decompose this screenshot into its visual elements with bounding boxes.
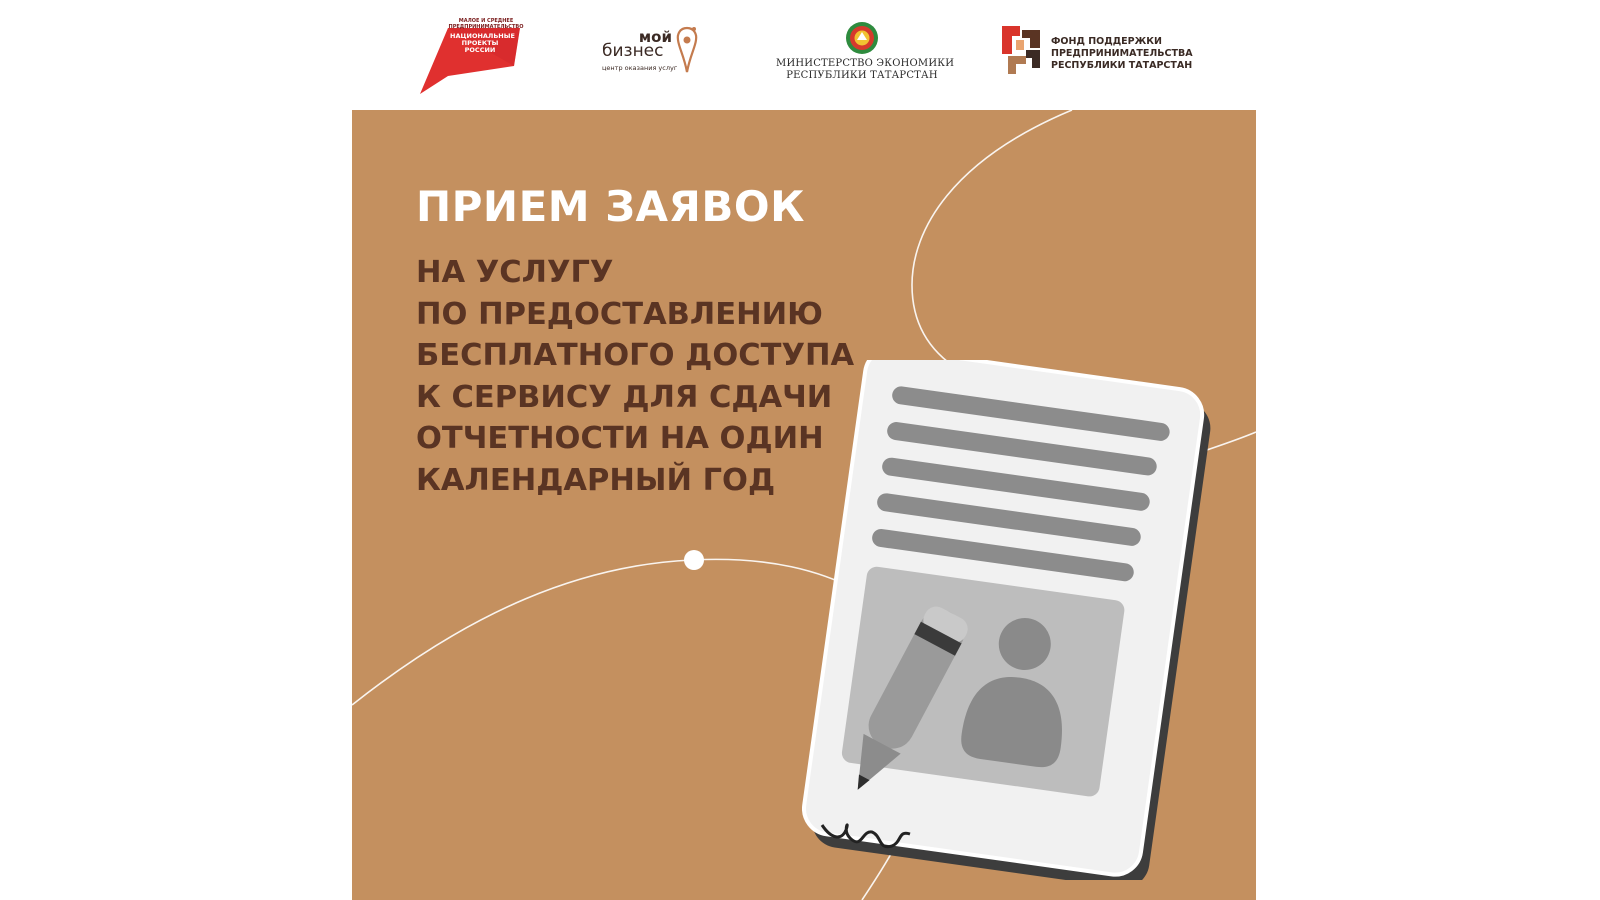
moy-biznes-word-1: мой — [638, 28, 672, 46]
entrepreneurship-fund-logo — [1002, 24, 1212, 76]
moy-biznes-tagline: центр оказания услуг — [602, 64, 678, 72]
headline: ПРИЕМ ЗАЯВОК — [416, 182, 805, 231]
moy-biznes-logo — [598, 26, 708, 76]
curve-node-dot — [684, 550, 704, 570]
subtitle-line: ПО ПРЕДОСТАВЛЕНИЮ — [416, 296, 823, 332]
subtitle-line: К СЕРВИСУ ДЛЯ СДАЧИ — [416, 379, 833, 415]
moy-biznes-word-2: бизнес — [602, 41, 664, 61]
subtitle-line: НА УСЛУГУ — [416, 255, 614, 290]
subtitle-line: БЕСПЛАТНОГО ДОСТУПА — [416, 338, 855, 373]
location-pin-icon — [676, 26, 698, 74]
fund-name-line-3: РЕСПУБЛИКИ ТАТАРСТАН — [1051, 60, 1193, 71]
ministry-economy-logo — [776, 20, 955, 82]
ministry-name-line-1: МИНИСТЕРСТВО ЭКОНОМИКИ — [776, 58, 955, 69]
fund-mark-icon — [1002, 24, 1042, 76]
announcement-card — [352, 110, 1256, 900]
national-projects-title — [450, 32, 515, 54]
fund-name-line-2: ПРЕДПРИНИМАТЕЛЬСТВА — [1051, 48, 1193, 59]
document-illustration — [802, 360, 1222, 880]
tatarstan-emblem-icon — [844, 20, 880, 56]
national-projects-small-text: МАЛОЕ И СРЕДНЕЕ ПРЕДПРИНИМАТЕЛЬСТВО — [448, 18, 524, 30]
subtitle-line: ОТЧЕТНОСТИ НА ОДИН — [416, 421, 824, 456]
subtitle-line: КАЛЕНДАРНЫЙ ГОД — [416, 462, 776, 498]
national-projects-logo — [420, 18, 524, 94]
national-projects-line: ПРОЕКТЫ — [461, 39, 499, 47]
partner-logos-bar — [0, 0, 1600, 108]
ministry-name-line-2: РЕСПУБЛИКИ ТАТАРСТАН — [786, 70, 938, 81]
fund-name-line-1: ФОНД ПОДДЕРЖКИ — [1051, 36, 1162, 47]
national-projects-line: НАЦИОНАЛЬНЫЕ — [450, 32, 515, 40]
national-projects-line: РОССИИ — [464, 46, 496, 54]
